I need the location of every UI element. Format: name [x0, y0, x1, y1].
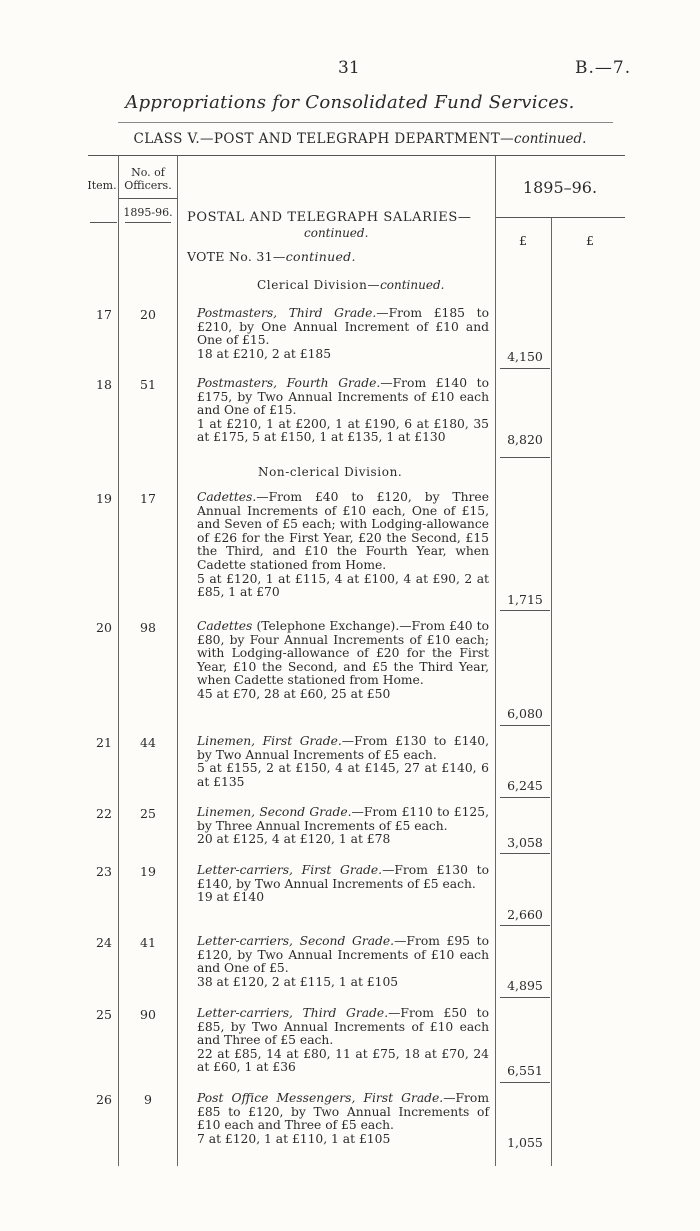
currency-symbol-2: £: [586, 233, 594, 248]
clerical-division-label: Clerical Division—: [257, 278, 381, 292]
row-detail: 5 at £155, 2 at £150, 4 at £145, 27 at £140, 6 at £135: [197, 761, 489, 789]
row-amount: 4,150: [507, 349, 543, 364]
row-amount: 4,895: [507, 978, 543, 993]
row-detail: 5 at £120, 1 at £115, 4 at £100, 4 at £90, 2 at £85, 1 at £70: [197, 571, 489, 600]
row-detail: 7 at £120, 1 at £110, 1 at £105: [197, 1131, 391, 1146]
row-lead: Post Office Messengers, First Grade.: [197, 1091, 444, 1105]
row-description: [197, 735, 489, 789]
officer-count: 25: [140, 806, 156, 821]
row-terms: (Telephone Exchange).—From £40 to £80, by Four Annual Increments of £10 each; with Lodging-allowance of £20 for the First Year, £10 the Second, and £5 the Third Year, when Cadette stationed from Home.: [197, 619, 489, 688]
clerical-division-heading: [257, 278, 444, 292]
vote-continued: continued.: [285, 249, 356, 264]
officer-count: 44: [140, 735, 156, 750]
officer-count: 41: [140, 935, 156, 950]
row-lead: Cadettes: [197, 619, 253, 633]
row-detail: 38 at £120, 2 at £115, 1 at £105: [197, 974, 399, 989]
row-terms: —From £95 to £120, by Two Annual Increments of £10 each and One of £5.: [197, 934, 489, 976]
row-description: [197, 377, 489, 445]
row-description: [197, 1007, 489, 1075]
amount-rule: [500, 610, 550, 611]
item-number: 18: [96, 377, 112, 392]
row-terms: —From £85 to £120, by Two Annual Increments of £10 each and Three of £5 each.: [197, 1091, 489, 1133]
row-description: [197, 864, 489, 905]
officer-count: 90: [140, 1007, 156, 1022]
year-header: 1895–96.: [522, 178, 598, 197]
row-terms: —From £40 to £120, by Three Annual Increments of £10 each, One of £15, and Seven of £5 each; with Lodging-allowance of £26 for the First Year, £20 the Second, £15 the Third, and £10 the Fourth Year, when Cadette stationed from Home.: [197, 490, 489, 572]
officer-count: 51: [140, 377, 156, 392]
row-detail: 22 at £85, 14 at £80, 11 at £75, 18 at £70, 24 at £60, 1 at £36: [197, 1046, 489, 1075]
non-clerical-division-heading: Non-clerical Division.: [258, 465, 403, 479]
row-amount: 2,660: [507, 907, 543, 922]
item-number: 23: [96, 864, 112, 879]
item-number: 20: [96, 620, 112, 635]
officer-count: 17: [140, 491, 156, 506]
row-detail: 20 at £125, 4 at £120, 1 at £78: [197, 832, 391, 847]
class-heading-main: CLASS V.—POST AND TELEGRAPH DEPARTMENT—: [133, 131, 515, 147]
amount-rule: [500, 1082, 550, 1083]
section-title: POSTAL AND TELEGRAPH SALARIES—: [187, 210, 472, 225]
vote-heading: [187, 249, 356, 264]
officers-header-rule: [119, 198, 177, 199]
amount-column-rule: [495, 156, 496, 1166]
row-amount: 3,058: [507, 835, 543, 850]
row-amount: 6,551: [507, 1063, 543, 1078]
item-number: 19: [96, 491, 112, 506]
item-header: Item.: [87, 179, 117, 192]
officer-count: 19: [140, 864, 156, 879]
row-terms: —From £50 to £85, by Two Annual Increments of £10 each and Three of £5 each.: [197, 1006, 489, 1048]
table-top-rule: [88, 155, 625, 156]
row-lead: Cadettes.: [197, 490, 257, 504]
row-amount: 1,715: [507, 592, 543, 607]
amount-rule: [500, 925, 550, 926]
class-heading: [60, 131, 660, 147]
item-number: 17: [96, 307, 112, 322]
row-lead: Letter-carriers, First Grade.: [197, 863, 383, 877]
row-lead: Linemen, First Grade.: [197, 734, 342, 748]
row-amount: 8,820: [507, 432, 543, 447]
officers-year: 1895-96.: [123, 206, 173, 219]
row-description: [197, 307, 489, 361]
item-number: 24: [96, 935, 112, 950]
item-number: 22: [96, 806, 112, 821]
document-reference: B.—7.: [575, 58, 632, 78]
row-description: [197, 935, 489, 989]
currency-symbol-1: £: [519, 233, 527, 248]
row-description: [197, 620, 489, 702]
amount-rule: [500, 853, 550, 854]
row-amount: 1,055: [507, 1135, 543, 1150]
row-terms: —From £130 to £140, by Two Annual Increments of £5 each.: [197, 863, 489, 891]
officer-count: 20: [140, 307, 156, 322]
row-detail: 1 at £210, 1 at £200, 1 at £190, 6 at £180, 35 at £175, 5 at £150, 1 at £135, 1 at £130: [197, 416, 489, 445]
page-number: 31: [338, 58, 360, 78]
row-description: [197, 1092, 489, 1146]
row-lead: Letter-carriers, Third Grade.: [197, 1006, 389, 1020]
item-number: 26: [96, 1092, 112, 1107]
year-header-rule: [496, 217, 625, 218]
officers-header: No. of Officers.: [124, 166, 172, 192]
title-rule: [118, 122, 613, 123]
section-title-continued: continued.: [304, 226, 369, 240]
amount-rule: [500, 797, 550, 798]
row-lead: Linemen, Second Grade.: [197, 805, 352, 819]
officer-count: 9: [144, 1092, 152, 1107]
amount-rule: [500, 725, 550, 726]
row-terms: —From £140 to £175, by Two Annual Increments of £10 each and One of £15.: [197, 376, 489, 418]
row-lead: Postmasters, Fourth Grade.: [197, 376, 381, 390]
row-terms: —From £185 to £210, by One Annual Increment of £10 and One of £15.: [197, 306, 489, 348]
class-heading-suffix: continued.: [514, 131, 587, 147]
amount-rule: [500, 997, 550, 998]
row-terms: —From £130 to £140, by Two Annual Increments of £5 each.: [197, 734, 489, 762]
item-number: 21: [96, 735, 112, 750]
row-detail: 19 at £140: [197, 890, 265, 905]
item-number: 25: [96, 1007, 112, 1022]
vote-label: VOTE No. 31—: [187, 249, 286, 264]
row-amount: 6,245: [507, 778, 543, 793]
row-detail: 45 at £70, 28 at £60, 25 at £50: [197, 686, 391, 701]
row-description: [197, 491, 489, 600]
amount-rule: [500, 457, 550, 458]
row-terms: —From £110 to £125, by Three Annual Increments of £5 each.: [197, 805, 489, 833]
row-description: [197, 806, 489, 847]
page-title: Appropriations for Consolidated Fund Services.: [125, 92, 575, 113]
row-amount: 6,080: [507, 706, 543, 721]
item-header-rule: [90, 222, 117, 223]
officer-count: 98: [140, 620, 156, 635]
amount-rule: [500, 368, 550, 369]
row-lead: Postmasters, Third Grade.: [197, 306, 377, 320]
row-detail: 18 at £210, 2 at £185: [197, 346, 332, 361]
clerical-division-continued: continued.: [380, 278, 445, 292]
officers-year-rule: [125, 222, 171, 223]
row-lead: Letter-carriers, Second Grade.: [197, 934, 395, 948]
